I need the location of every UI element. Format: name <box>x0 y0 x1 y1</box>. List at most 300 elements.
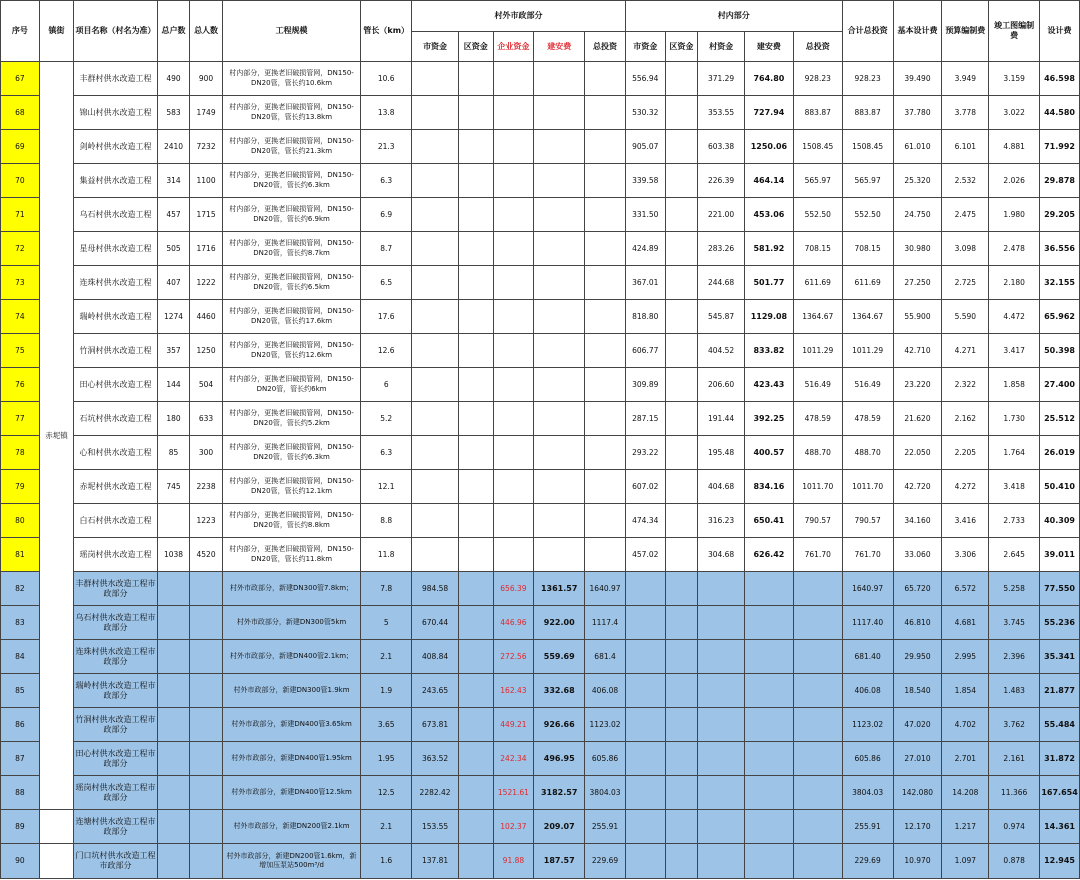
in-district-cell <box>665 300 698 334</box>
grand-total-cell: 255.91 <box>842 810 893 844</box>
scale-cell: 村外市政部分，新建DN400管3.65km <box>222 708 360 742</box>
pipe-length-cell: 11.8 <box>361 538 412 572</box>
households-cell: 1274 <box>157 300 190 334</box>
in-city-cell: 293.22 <box>625 436 665 470</box>
grand-total-cell: 1123.02 <box>842 708 893 742</box>
population-cell: 300 <box>190 436 223 470</box>
in-build-cell: 1129.08 <box>744 300 793 334</box>
in-total-cell: 552.50 <box>793 198 842 232</box>
in-city-cell: 339.58 <box>625 164 665 198</box>
project-name-cell: 田心村供水改造工程市政部分 <box>74 742 157 776</box>
out-build-cell: 187.57 <box>534 844 585 879</box>
out-build-cell <box>534 130 585 164</box>
out-district-cell <box>458 538 493 572</box>
header-grand-total: 合计总投资 <box>842 1 893 62</box>
basic-design-cell: 18.540 <box>893 674 942 708</box>
budget-fee-cell: 2.725 <box>942 266 989 300</box>
out-build-cell <box>534 164 585 198</box>
in-build-cell: 727.94 <box>744 96 793 130</box>
grand-total-cell: 406.08 <box>842 674 893 708</box>
out-district-cell <box>458 436 493 470</box>
in-city-cell: 606.77 <box>625 334 665 368</box>
table-row <box>1 640 1080 674</box>
in-build-cell <box>744 640 793 674</box>
grand-total-cell: 1364.67 <box>842 300 893 334</box>
population-cell <box>190 742 223 776</box>
pipe-length-cell: 1.95 <box>361 742 412 776</box>
households-cell <box>157 504 190 538</box>
in-total-cell <box>793 742 842 776</box>
completion-fee-cell: 1.764 <box>989 436 1040 470</box>
out-city-cell <box>412 470 459 504</box>
out-district-cell <box>458 708 493 742</box>
out-enterprise-cell <box>493 402 534 436</box>
out-city-cell <box>412 368 459 402</box>
project-name-cell: 集益村供水改造工程 <box>74 164 157 198</box>
out-enterprise-cell <box>493 470 534 504</box>
header-design-fee: 设计费 <box>1040 1 1080 62</box>
basic-design-cell: 61.010 <box>893 130 942 164</box>
in-total-cell <box>793 844 842 879</box>
pipe-length-cell: 12.6 <box>361 334 412 368</box>
header-completion-fee: 竣工图编制费 <box>989 1 1040 62</box>
out-build-cell: 926.66 <box>534 708 585 742</box>
scale-cell: 村外市政部分，新建DN300管1.9km <box>222 674 360 708</box>
header-inside-group: 村内部分 <box>625 1 842 32</box>
in-total-cell: 1011.70 <box>793 470 842 504</box>
in-total-cell <box>793 776 842 810</box>
out-build-cell: 332.68 <box>534 674 585 708</box>
out-build-cell <box>534 334 585 368</box>
in-build-cell: 423.43 <box>744 368 793 402</box>
header-out-enterprise: 企业资金 <box>493 32 534 62</box>
basic-design-cell: 55.900 <box>893 300 942 334</box>
grand-total-cell: 552.50 <box>842 198 893 232</box>
out-enterprise-cell: 102.37 <box>493 810 534 844</box>
header-in-district: 区资金 <box>665 32 698 62</box>
scale-cell: 村外市政部分，新建DN200管1.6km，新增加压泵站500m³/d <box>222 844 360 879</box>
in-village-cell <box>698 572 745 606</box>
in-district-cell <box>665 674 698 708</box>
pipe-length-cell: 5.2 <box>361 402 412 436</box>
grand-total-cell: 1508.45 <box>842 130 893 164</box>
completion-fee-cell: 1.730 <box>989 402 1040 436</box>
budget-fee-cell: 2.162 <box>942 402 989 436</box>
budget-fee-cell: 4.271 <box>942 334 989 368</box>
in-build-cell <box>744 708 793 742</box>
project-name-cell: 竹洞村供水改造工程市政部分 <box>74 708 157 742</box>
scale-cell: 村内部分，更换老旧破损管网，DN150-DN20管，管长约6.9km <box>222 198 360 232</box>
out-total-cell: 1117.4 <box>585 606 626 640</box>
in-city-cell <box>625 674 665 708</box>
pipe-length-cell: 13.8 <box>361 96 412 130</box>
households-cell <box>157 572 190 606</box>
out-total-cell: 681.4 <box>585 640 626 674</box>
scale-cell: 村内部分，更换老旧破损管网，DN150-DN20管，管长约13.8km <box>222 96 360 130</box>
households-cell: 1038 <box>157 538 190 572</box>
population-cell <box>190 810 223 844</box>
seq-cell: 90 <box>1 844 40 879</box>
out-enterprise-cell <box>493 198 534 232</box>
in-city-cell: 530.32 <box>625 96 665 130</box>
out-total-cell: 255.91 <box>585 810 626 844</box>
scale-cell: 村外市政部分，新建DN300管7.8km； <box>222 572 360 606</box>
population-cell <box>190 572 223 606</box>
table-row <box>1 232 1080 266</box>
out-build-cell: 1361.57 <box>534 572 585 606</box>
table-row <box>1 776 1080 810</box>
header-out-build: 建安费 <box>534 32 585 62</box>
out-enterprise-cell <box>493 62 534 96</box>
pipe-length-cell: 2.1 <box>361 640 412 674</box>
project-name-cell: 田心村供水改造工程 <box>74 368 157 402</box>
pipe-length-cell: 17.6 <box>361 300 412 334</box>
in-district-cell <box>665 402 698 436</box>
table-row <box>1 334 1080 368</box>
in-city-cell: 457.02 <box>625 538 665 572</box>
seq-cell: 87 <box>1 742 40 776</box>
scale-cell: 村外市政部分，新建DN400管2.1km； <box>222 640 360 674</box>
scale-cell: 村内部分，更换老旧破损管网，DN150-DN20管，管长约8.8km <box>222 504 360 538</box>
out-district-cell <box>458 164 493 198</box>
in-city-cell <box>625 606 665 640</box>
out-build-cell <box>534 96 585 130</box>
completion-fee-cell: 2.478 <box>989 232 1040 266</box>
in-district-cell <box>665 844 698 879</box>
in-city-cell: 287.15 <box>625 402 665 436</box>
population-cell <box>190 640 223 674</box>
completion-fee-cell: 3.417 <box>989 334 1040 368</box>
in-total-cell: 928.23 <box>793 62 842 96</box>
scale-cell: 村内部分，更换老旧破损管网，DN150-DN20管，管长约6.5km <box>222 266 360 300</box>
header-in-build: 建安费 <box>744 32 793 62</box>
basic-design-cell: 39.490 <box>893 62 942 96</box>
out-total-cell <box>585 334 626 368</box>
out-city-cell: 153.55 <box>412 810 459 844</box>
basic-design-cell: 29.950 <box>893 640 942 674</box>
table-row <box>1 674 1080 708</box>
basic-design-cell: 42.710 <box>893 334 942 368</box>
in-village-cell <box>698 810 745 844</box>
completion-fee-cell: 11.366 <box>989 776 1040 810</box>
out-enterprise-cell <box>493 538 534 572</box>
in-village-cell <box>698 708 745 742</box>
in-district-cell <box>665 130 698 164</box>
table-body <box>1 62 1080 879</box>
population-cell: 2238 <box>190 470 223 504</box>
design-fee-cell: 50.398 <box>1040 334 1080 368</box>
grand-total-cell: 708.15 <box>842 232 893 266</box>
grand-total-cell: 3804.03 <box>842 776 893 810</box>
table-row <box>1 62 1080 96</box>
project-name-cell: 剑岭村供水改造工程 <box>74 130 157 164</box>
households-cell <box>157 776 190 810</box>
project-name-cell: 门口坑村供水改造工程市政部分 <box>74 844 157 879</box>
pipe-length-cell: 6.5 <box>361 266 412 300</box>
population-cell <box>190 776 223 810</box>
population-cell: 1100 <box>190 164 223 198</box>
households-cell: 407 <box>157 266 190 300</box>
budget-fee-cell: 3.949 <box>942 62 989 96</box>
in-village-cell: 206.60 <box>698 368 745 402</box>
in-total-cell: 565.97 <box>793 164 842 198</box>
header-out-total: 总投资 <box>585 32 626 62</box>
out-build-cell <box>534 538 585 572</box>
basic-design-cell: 27.250 <box>893 266 942 300</box>
out-city-cell <box>412 96 459 130</box>
out-city-cell <box>412 300 459 334</box>
in-build-cell: 764.80 <box>744 62 793 96</box>
out-district-cell <box>458 96 493 130</box>
out-build-cell <box>534 266 585 300</box>
basic-design-cell: 12.170 <box>893 810 942 844</box>
header-out-district: 区资金 <box>458 32 493 62</box>
out-enterprise-cell: 272.56 <box>493 640 534 674</box>
grand-total-cell: 681.40 <box>842 640 893 674</box>
out-total-cell <box>585 96 626 130</box>
out-build-cell: 922.00 <box>534 606 585 640</box>
in-district-cell <box>665 708 698 742</box>
design-fee-cell: 32.155 <box>1040 266 1080 300</box>
design-fee-cell: 26.019 <box>1040 436 1080 470</box>
pipe-length-cell: 5 <box>361 606 412 640</box>
table-row <box>1 266 1080 300</box>
in-total-cell <box>793 640 842 674</box>
in-city-cell <box>625 708 665 742</box>
out-total-cell <box>585 504 626 538</box>
in-total-cell <box>793 572 842 606</box>
seq-cell: 72 <box>1 232 40 266</box>
table-row <box>1 96 1080 130</box>
out-total-cell: 406.08 <box>585 674 626 708</box>
in-village-cell: 226.39 <box>698 164 745 198</box>
out-enterprise-cell: 242.34 <box>493 742 534 776</box>
out-district-cell <box>458 198 493 232</box>
out-enterprise-cell <box>493 96 534 130</box>
out-enterprise-cell <box>493 334 534 368</box>
basic-design-cell: 22.050 <box>893 436 942 470</box>
population-cell: 4460 <box>190 300 223 334</box>
in-build-cell: 834.16 <box>744 470 793 504</box>
population-cell: 1715 <box>190 198 223 232</box>
households-cell: 490 <box>157 62 190 96</box>
out-district-cell <box>458 742 493 776</box>
completion-fee-cell: 4.472 <box>989 300 1040 334</box>
out-enterprise-cell <box>493 130 534 164</box>
header-households: 总户数 <box>157 1 190 62</box>
in-village-cell: 353.55 <box>698 96 745 130</box>
households-cell <box>157 810 190 844</box>
in-build-cell <box>744 776 793 810</box>
design-fee-cell: 29.205 <box>1040 198 1080 232</box>
out-district-cell <box>458 640 493 674</box>
seq-cell: 69 <box>1 130 40 164</box>
in-build-cell: 392.25 <box>744 402 793 436</box>
out-build-cell <box>534 232 585 266</box>
out-district-cell <box>458 334 493 368</box>
population-cell: 1223 <box>190 504 223 538</box>
population-cell: 900 <box>190 62 223 96</box>
grand-total-cell: 790.57 <box>842 504 893 538</box>
in-total-cell: 516.49 <box>793 368 842 402</box>
out-district-cell <box>458 232 493 266</box>
scale-cell: 村内部分，更换老旧破损管网，DN150-DN20管，管长约21.3km <box>222 130 360 164</box>
out-build-cell <box>534 198 585 232</box>
table-row <box>1 470 1080 504</box>
project-name-cell: 白石村供水改造工程 <box>74 504 157 538</box>
project-name-cell: 乌石村供水改造工程市政部分 <box>74 606 157 640</box>
out-city-cell: 984.58 <box>412 572 459 606</box>
seq-cell: 76 <box>1 368 40 402</box>
households-cell: 2410 <box>157 130 190 164</box>
population-cell: 1716 <box>190 232 223 266</box>
out-enterprise-cell <box>493 368 534 402</box>
out-district-cell <box>458 810 493 844</box>
grand-total-cell: 229.69 <box>842 844 893 879</box>
design-fee-cell: 14.361 <box>1040 810 1080 844</box>
out-district-cell <box>458 776 493 810</box>
out-enterprise-cell <box>493 266 534 300</box>
scale-cell: 村内部分，更换老旧破损管网，DN150-DN20管，管长约5.2km <box>222 402 360 436</box>
households-cell <box>157 606 190 640</box>
project-name-cell: 丰群村供水改造工程 <box>74 62 157 96</box>
table-row <box>1 810 1080 844</box>
population-cell <box>190 708 223 742</box>
in-city-cell: 367.01 <box>625 266 665 300</box>
header-in-city: 市资金 <box>625 32 665 62</box>
header-in-village: 村资金 <box>698 32 745 62</box>
households-cell: 583 <box>157 96 190 130</box>
scale-cell: 村外市政部分，新建DN300管5km <box>222 606 360 640</box>
table-row <box>1 606 1080 640</box>
table-row <box>1 742 1080 776</box>
in-district-cell <box>665 232 698 266</box>
in-total-cell: 790.57 <box>793 504 842 538</box>
header-pipe-length: 管长（km） <box>361 1 412 62</box>
table-row <box>1 300 1080 334</box>
project-name-cell: 心和村供水改造工程 <box>74 436 157 470</box>
completion-fee-cell: 3.418 <box>989 470 1040 504</box>
seq-cell: 73 <box>1 266 40 300</box>
scale-cell: 村内部分，更换老旧破损管网，DN150-DN20管，管长约17.6km <box>222 300 360 334</box>
out-total-cell <box>585 368 626 402</box>
out-district-cell <box>458 470 493 504</box>
households-cell <box>157 674 190 708</box>
in-total-cell: 883.87 <box>793 96 842 130</box>
seq-cell: 79 <box>1 470 40 504</box>
scale-cell: 村内部分，更换老旧破损管网，DN150-DN20管，管长约8.7km <box>222 232 360 266</box>
population-cell: 633 <box>190 402 223 436</box>
in-village-cell: 603.38 <box>698 130 745 164</box>
in-total-cell <box>793 708 842 742</box>
households-cell <box>157 742 190 776</box>
in-city-cell: 607.02 <box>625 470 665 504</box>
in-village-cell: 221.00 <box>698 198 745 232</box>
budget-fee-cell: 1.854 <box>942 674 989 708</box>
households-cell: 180 <box>157 402 190 436</box>
budget-fee-cell: 2.205 <box>942 436 989 470</box>
in-district-cell <box>665 164 698 198</box>
completion-fee-cell: 4.881 <box>989 130 1040 164</box>
budget-fee-cell: 5.590 <box>942 300 989 334</box>
grand-total-cell: 611.69 <box>842 266 893 300</box>
seq-cell: 67 <box>1 62 40 96</box>
pipe-length-cell: 7.8 <box>361 572 412 606</box>
town-cell <box>39 844 74 879</box>
out-district-cell <box>458 844 493 879</box>
out-total-cell <box>585 470 626 504</box>
project-name-cell: 瑶岗村供水改造工程市政部分 <box>74 776 157 810</box>
basic-design-cell: 34.160 <box>893 504 942 538</box>
pipe-length-cell: 2.1 <box>361 810 412 844</box>
pipe-length-cell: 12.1 <box>361 470 412 504</box>
out-enterprise-cell: 446.96 <box>493 606 534 640</box>
town-cell: 赤坭镇 <box>39 62 74 810</box>
project-name-cell: 瑶岗村供水改造工程 <box>74 538 157 572</box>
households-cell: 85 <box>157 436 190 470</box>
out-enterprise-cell: 1521.61 <box>493 776 534 810</box>
in-district-cell <box>665 538 698 572</box>
budget-fee-cell: 2.701 <box>942 742 989 776</box>
in-total-cell <box>793 810 842 844</box>
completion-fee-cell: 2.161 <box>989 742 1040 776</box>
out-city-cell <box>412 62 459 96</box>
table-row <box>1 402 1080 436</box>
design-fee-cell: 29.878 <box>1040 164 1080 198</box>
basic-design-cell: 47.020 <box>893 708 942 742</box>
out-build-cell <box>534 300 585 334</box>
out-total-cell <box>585 538 626 572</box>
pipe-length-cell: 10.6 <box>361 62 412 96</box>
design-fee-cell: 25.512 <box>1040 402 1080 436</box>
pipe-length-cell: 1.6 <box>361 844 412 879</box>
grand-total-cell: 883.87 <box>842 96 893 130</box>
in-total-cell: 611.69 <box>793 266 842 300</box>
completion-fee-cell: 3.762 <box>989 708 1040 742</box>
in-district-cell <box>665 504 698 538</box>
in-build-cell: 581.92 <box>744 232 793 266</box>
households-cell <box>157 844 190 879</box>
in-district-cell <box>665 198 698 232</box>
table-row <box>1 708 1080 742</box>
seq-cell: 86 <box>1 708 40 742</box>
seq-cell: 82 <box>1 572 40 606</box>
design-fee-cell: 39.011 <box>1040 538 1080 572</box>
header-population: 总人数 <box>190 1 223 62</box>
out-enterprise-cell: 162.43 <box>493 674 534 708</box>
design-fee-cell: 71.992 <box>1040 130 1080 164</box>
budget-fee-cell: 14.208 <box>942 776 989 810</box>
basic-design-cell: 37.780 <box>893 96 942 130</box>
out-city-cell <box>412 538 459 572</box>
out-total-cell: 1640.97 <box>585 572 626 606</box>
design-fee-cell: 12.945 <box>1040 844 1080 879</box>
in-district-cell <box>665 810 698 844</box>
design-fee-cell: 21.877 <box>1040 674 1080 708</box>
project-name-cell: 赤坭村供水改造工程 <box>74 470 157 504</box>
out-total-cell <box>585 232 626 266</box>
header-in-total: 总投资 <box>793 32 842 62</box>
out-district-cell <box>458 402 493 436</box>
population-cell: 1250 <box>190 334 223 368</box>
out-build-cell: 559.69 <box>534 640 585 674</box>
grand-total-cell: 1640.97 <box>842 572 893 606</box>
out-total-cell: 229.69 <box>585 844 626 879</box>
project-name-cell: 连塘村供水改造工程市政部分 <box>74 810 157 844</box>
out-district-cell <box>458 504 493 538</box>
in-city-cell <box>625 572 665 606</box>
in-build-cell <box>744 674 793 708</box>
